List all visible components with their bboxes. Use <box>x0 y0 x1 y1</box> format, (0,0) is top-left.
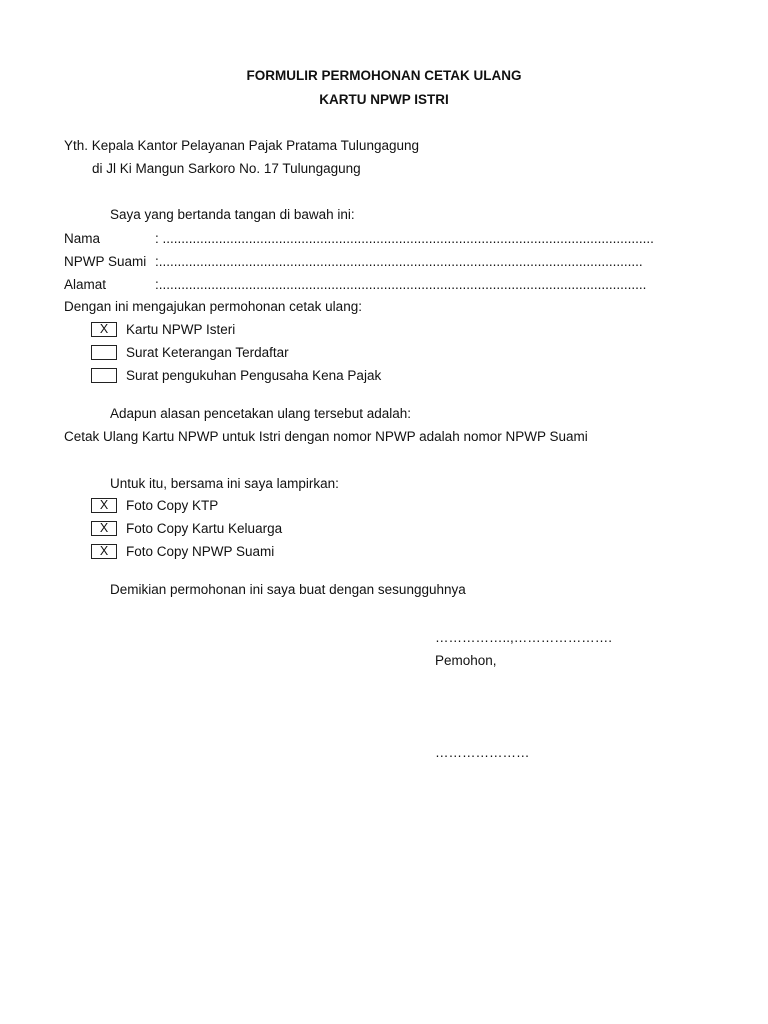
field-value-nama: : ................................................................................................................................... <box>155 231 654 246</box>
form-title: FORMULIR PERMOHONAN CETAK ULANG <box>246 68 522 83</box>
closing-text: Demikian permohonan ini saya buat dengan sesungguhnya <box>110 582 466 597</box>
checkbox-label-kartu-npwp: Kartu NPWP Isteri <box>126 322 236 337</box>
office-address: di Jl Ki Mangun Sarkoro No. 17 Tulungagung <box>92 161 361 176</box>
form-subtitle: KARTU NPWP ISTRI <box>319 92 449 107</box>
request-intro: Dengan ini mengajukan permohonan cetak ulang: <box>64 299 362 314</box>
checkbox-label-surat-pengukuhan: Surat pengukuhan Pengusaha Kena Pajak <box>126 368 382 383</box>
checkbox-label-surat-keterangan: Surat Keterangan Terdaftar <box>126 345 289 360</box>
field-label-nama: Nama <box>64 231 101 246</box>
checkbox-foto-npwp-suami: X <box>91 544 117 559</box>
reason-intro: Adapun alasan pencetakan ulang tersebut adalah: <box>110 406 411 421</box>
attachment-intro: Untuk itu, bersama ini saya lampirkan: <box>110 476 339 491</box>
field-value-alamat: :.................................................................................................................................. <box>155 277 647 292</box>
checkbox-label-foto-npwp-suami: Foto Copy NPWP Suami <box>126 544 275 559</box>
signature-line: ………………… <box>435 745 530 760</box>
checkbox-foto-ktp: X <box>91 498 117 513</box>
reason-text: Cetak Ulang Kartu NPWP untuk Istri dengan nomor NPWP adalah nomor NPWP Suami <box>64 429 588 444</box>
applicant-label: Pemohon, <box>435 653 497 668</box>
intro-text: Saya yang bertanda tangan di bawah ini: <box>110 207 355 222</box>
field-value-npwp-suami: :................................................................................................................................. <box>155 254 643 269</box>
place-date-line: ……………..,…………………. <box>435 630 613 645</box>
checkbox-surat-pengukuhan <box>91 368 117 383</box>
field-label-alamat: Alamat <box>64 277 107 292</box>
checkbox-label-foto-ktp: Foto Copy KTP <box>126 498 219 513</box>
field-label-npwp-suami: NPWP Suami <box>64 254 147 269</box>
addressee: Yth. Kepala Kantor Pelayanan Pajak Pratama Tulungagung <box>64 138 419 153</box>
checkbox-surat-keterangan <box>91 345 117 360</box>
checkbox-foto-kk: X <box>91 521 117 536</box>
checkbox-kartu-npwp: X <box>91 322 117 337</box>
checkbox-label-foto-kk: Foto Copy Kartu Keluarga <box>126 521 283 536</box>
